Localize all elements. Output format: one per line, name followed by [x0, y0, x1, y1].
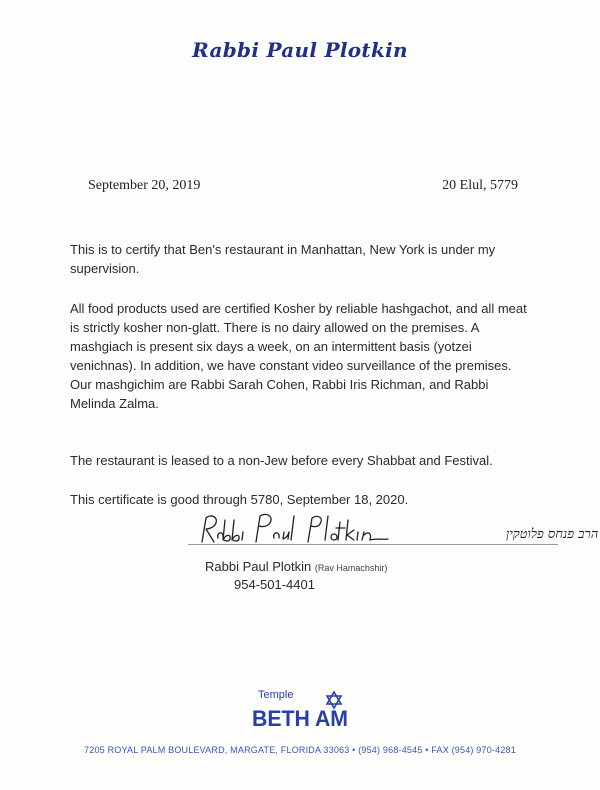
paragraph-validity: This certificate is good through 5780, September 18, 2020.	[70, 492, 409, 507]
paragraph-food-products: All food products used are certified Kosher by reliable hashgachot, and all meat is strictly kosher non-glatt. There is no dairy allowed on the premises. A mashgiach is present six days a week, on an intermittent basis (yotzei venichnas). In addition, we have constant video surveillance of the premises. Our mashgichim are Rabbi Sarah Cohen, Rabbi Iris Richman, and Rabbi Melinda Zalma.	[70, 301, 527, 411]
signatory-title: (Rav Hamachshir)	[314, 563, 388, 573]
gregorian-date: September 20, 2019	[88, 178, 201, 193]
signatory-name-block	[205, 559, 387, 574]
signatory-name: Rabbi Paul Plotkin	[205, 559, 312, 574]
temple-beth-am-logo	[248, 686, 352, 736]
signatory-phone: 954-501-4401	[234, 577, 315, 592]
date-row	[88, 178, 518, 194]
paragraph-lease: The restaurant is leased to a non-Jew before every Shabbat and Festival.	[70, 453, 493, 468]
svg-text:Temple: Temple	[258, 689, 294, 701]
signature-line	[188, 544, 558, 545]
svg-text:הרב פנחס פלוטקין: הרב פנחס פלוטקין	[506, 527, 599, 542]
letterhead-name: Rabbi Paul Plotkin	[192, 38, 408, 62]
hebrew-date: 20 Elul, 5779	[442, 178, 518, 193]
paragraph-certification: This is to certify that Ben's restaurant in Manhattan, New York is under my supervision.	[70, 242, 496, 276]
svg-text:BETH AM: BETH AM	[252, 706, 348, 731]
handwritten-signature	[188, 508, 599, 558]
footer-address: 7205 ROYAL PALM BOULEVARD, MARGATE, FLORIDA 33063 • (954) 968-4545 • FAX (954) 970-4281	[84, 745, 516, 755]
